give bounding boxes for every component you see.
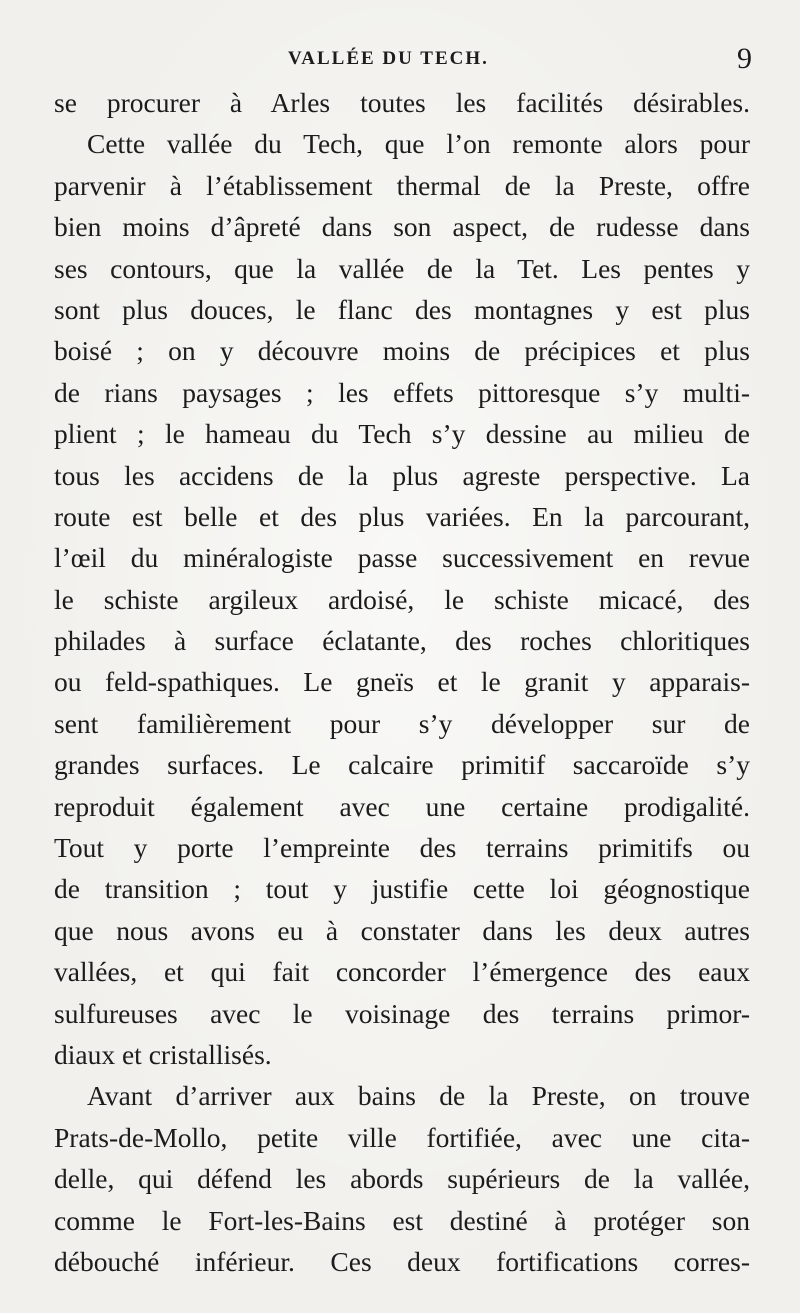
text-line: sont plus douces, le flanc des montagnes y est plus bbox=[54, 293, 750, 325]
page-number: 9 bbox=[737, 42, 752, 75]
text-line: de rians paysages ; les effets pittoresque s’y multi- bbox=[54, 376, 750, 408]
text-line: que nous avons eu à constater dans les deux autres bbox=[54, 914, 750, 946]
text-line: reproduit également avec une certaine prodigalité. bbox=[54, 790, 750, 822]
text-line: delle, qui défend les abords supérieurs de la vallée, bbox=[54, 1163, 750, 1195]
text-line: bien moins d’âpreté dans son aspect, de rudesse dans bbox=[54, 211, 750, 243]
running-head: VALLÉE DU TECH. bbox=[288, 48, 489, 69]
text-line: se procurer à Arles toutes les facilités désirables. bbox=[54, 87, 750, 118]
page-header bbox=[0, 44, 800, 84]
text-line: l’œil du minéralogiste passe successivement en revue bbox=[54, 542, 750, 574]
text-line: diaux et cristallisés. bbox=[54, 1038, 272, 1070]
text-line: le schiste argileux ardoisé, le schiste micacé, des bbox=[54, 583, 750, 615]
text-line: route est belle et des plus variées. En la parcourant, bbox=[54, 500, 750, 532]
text-line: sulfureuses avec le voisinage des terrains primor- bbox=[54, 997, 750, 1029]
text-line: ses contours, que la vallée de la Tet. Les pentes y bbox=[54, 252, 750, 284]
text-line: tous les accidens de la plus agreste perspective. La bbox=[54, 459, 750, 491]
text-line: grandes surfaces. Le calcaire primitif saccaroïde s’y bbox=[54, 749, 750, 781]
body-text bbox=[54, 82, 750, 1282]
text-line: sent familièrement pour s’y développer sur de bbox=[54, 707, 750, 739]
text-line: débouché inférieur. Ces deux fortifications corres- bbox=[54, 1245, 750, 1277]
text-line: Avant d’arriver aux bains de la Preste, on trouve bbox=[87, 1080, 750, 1112]
text-line: comme le Fort-les-Bains est destiné à protéger son bbox=[54, 1204, 750, 1236]
text-line: Cette vallée du Tech, que l’on remonte alors pour bbox=[87, 128, 750, 160]
text-line: boisé ; on y découvre moins de précipices et plus bbox=[54, 335, 750, 367]
text-line: philades à surface éclatante, des roches chloritiques bbox=[54, 625, 750, 657]
text-line: Prats-de-Mollo, petite ville fortifiée, avec une cita- bbox=[54, 1121, 750, 1153]
text-line: parvenir à l’établissement thermal de la Preste, offre bbox=[54, 169, 750, 201]
text-line: ou feld-spathiques. Le gneïs et le granit y apparais- bbox=[54, 666, 750, 698]
text-line: de transition ; tout y justifie cette loi géognostique bbox=[54, 873, 750, 905]
text-line: plient ; le hameau du Tech s’y dessine au milieu de bbox=[54, 418, 750, 450]
text-line: vallées, et qui fait concorder l’émergence des eaux bbox=[54, 956, 750, 988]
text-line: Tout y porte l’empreinte des terrains primitifs ou bbox=[54, 832, 750, 864]
